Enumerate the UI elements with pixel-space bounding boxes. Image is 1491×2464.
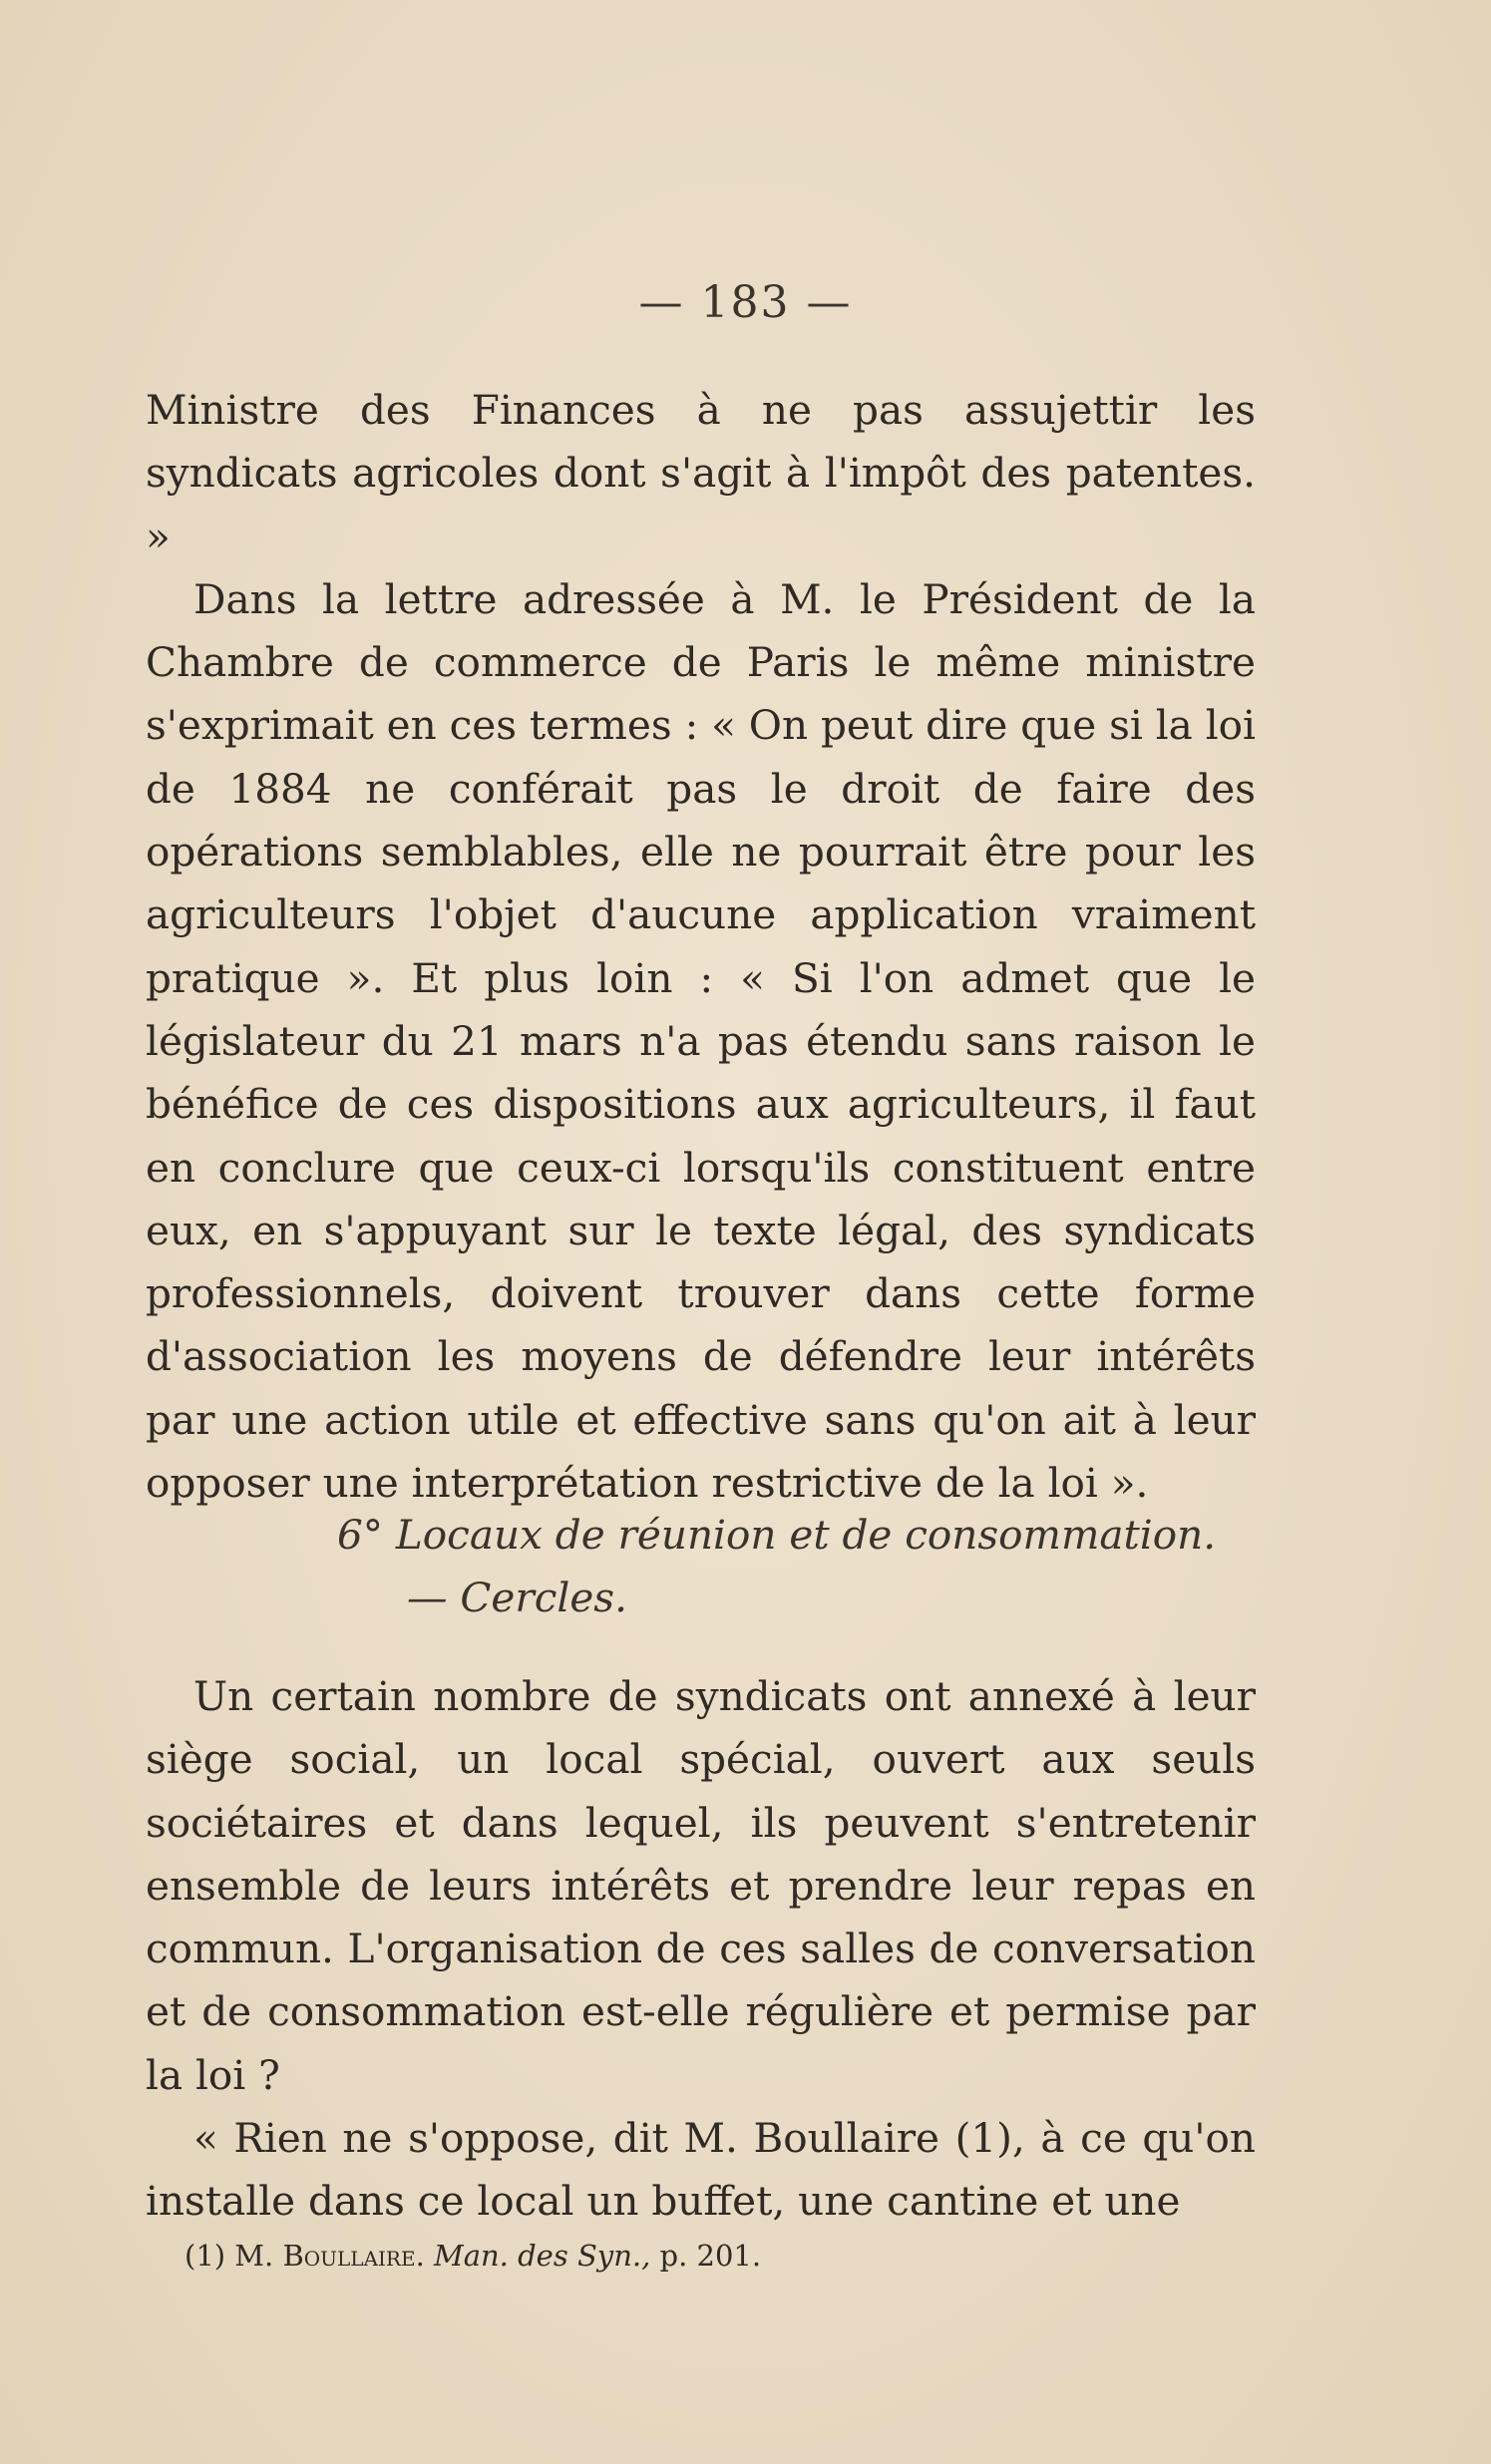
footnote-author: Boullaire. — [282, 2239, 425, 2273]
section-heading — [146, 1504, 1256, 1630]
paragraph-boullaire-quote: « Rien ne s'oppose, dit M. Boullaire (1), à ce qu'on installe dans ce local un buffet, une cantine et une — [146, 2114, 1256, 2226]
body-text-upper — [146, 379, 1256, 1515]
section-heading-line-2: — Cercles. — [407, 1574, 627, 1622]
footnote-page-ref: p. 201. — [659, 2239, 762, 2273]
footnote-marker: (1) M. — [185, 2239, 274, 2273]
paragraph-letter-quote: Dans la lettre adressée à M. le Président de la Chambre de commerce de Paris le même ministre s'exprimait en ces termes : « On peut dire que si la loi de 1884 ne conférait pas le droit de faire des opérations semblables, elle ne pourrait être pour les agriculteurs l'objet d'aucune application vraiment pratique ». Et plus loin : « Si l'on admet que le législateur du 21 mars n'a pas étendu sans raison le bénéfice de ces dispositions aux agriculteurs, il faut en conclure que ceux-ci lorsqu'ils constituent entre eux, en s'appuyant sur le texte légal, des syndicats professionnels, doivent trouver dans cette forme d'association les moyens de défendre leur intérêts par une action utile et effective sans qu'on ait à leur opposer une interprétation restrictive de la loi ». — [146, 574, 1256, 1508]
page-number: — 183 — — [638, 277, 853, 328]
section-heading-line-1: 6° Locaux de réunion et de consommation. — [337, 1511, 1217, 1559]
paragraph-continuation: Ministre des Finances à ne pas assujettir les syndicats agricoles dont s'agit à l'impôt des patentes. » — [146, 386, 1256, 560]
body-text-lower — [146, 1665, 1256, 2234]
paragraph-syndicate-premises: Un certain nombre de syndicats ont annexé à leur siège social, un local spécial, ouvert aux seuls sociétaires et dans lequel, ils peuvent s'entretenir ensemble de leurs intérêts et prendre leur repas en commun. L'organisation de ces salles de conversation et de consommation est-elle régulière et permise par la loi ? — [146, 1672, 1256, 2099]
footnote — [185, 2236, 1182, 2276]
footnote-title: Man. des Syn., — [434, 2239, 651, 2273]
